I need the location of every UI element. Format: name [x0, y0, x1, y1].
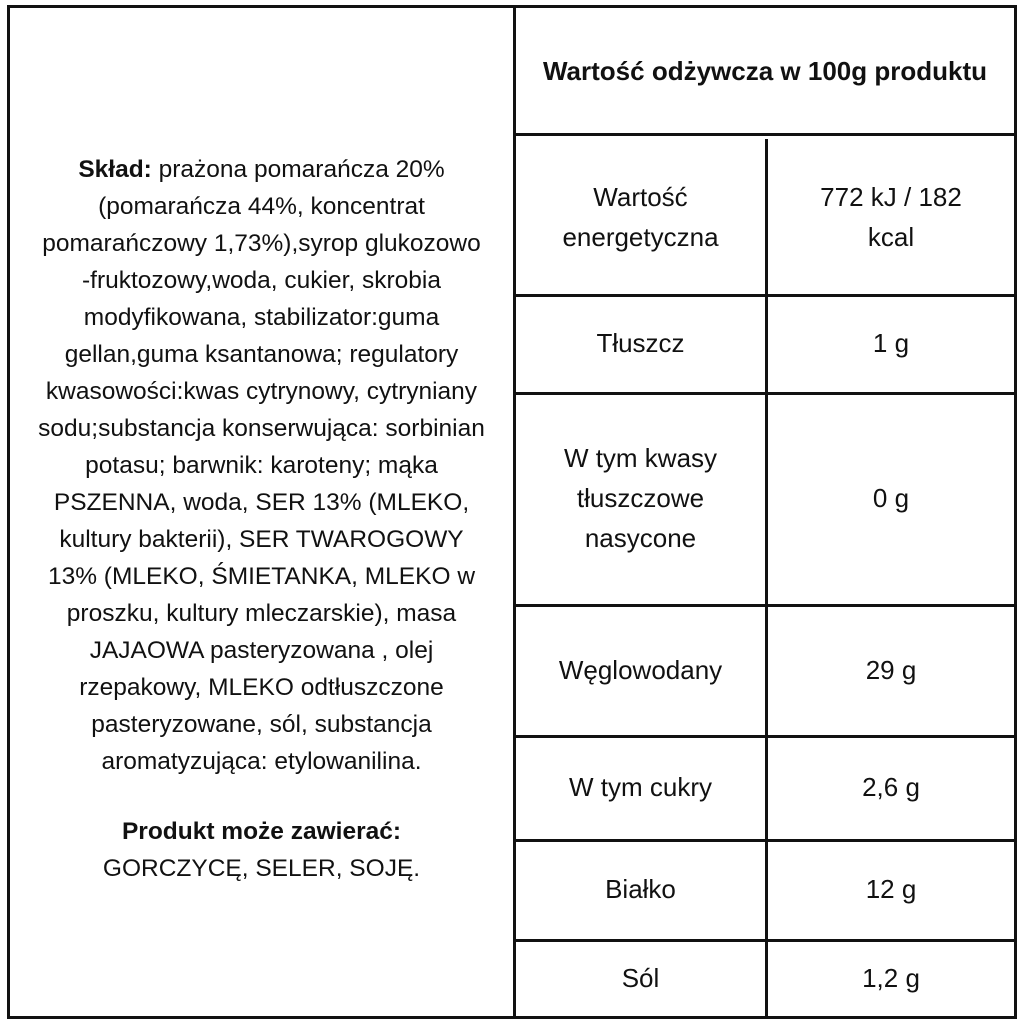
- nutrition-header: Wartość odżywcza w 100g produktu: [516, 8, 1014, 136]
- nutrition-table: [516, 8, 1014, 1016]
- nutrient-name: Tłuszcz: [516, 294, 768, 392]
- label-frame: [7, 5, 1017, 1019]
- nutrient-name: Węglowodany: [516, 604, 768, 735]
- nutrition-row-sugars: [516, 735, 1014, 842]
- nutrition-row-fat: [516, 294, 1014, 395]
- ingredients-text: [37, 151, 487, 780]
- nutrient-name: W tym cukry: [516, 735, 768, 839]
- nutrient-name: W tym kwasy tłuszczowe nasycone: [516, 392, 768, 604]
- ingredients-label: Skład:: [78, 156, 152, 183]
- nutrition-row-energy: [516, 139, 1014, 297]
- nutrient-name: Białko: [516, 839, 768, 939]
- allergens-list: GORCZYCĘ, SELER, SOJĘ.: [102, 855, 421, 882]
- nutrient-value: 29 g: [865, 654, 917, 685]
- nutrition-row-salt: [516, 939, 1014, 1016]
- nutrient-value: 1,2 g: [862, 962, 920, 993]
- ingredients-panel: [10, 8, 513, 1016]
- ingredients-list: prażona pomarańcza 20% (pomarańcza 44%, koncentrat pomarańczowy 1,73%),syrop glukozowo -fruktozowy,woda, cukier, skrobia modyfikowana, stabilizator:guma gellan,guma ksantanowa; regulatory kwasowości:kwas cytrynowy, cytryniany sodu;substancja konserwująca: sorbinian potasu; barwnik: karoteny; mąka PSZENNA, woda, SER 13% (MLEKO, kultury bakterii), SER TWAROGOWY 13% (MLEKO, ŚMIETANKA, MLEKO w proszku, kultury mleczarskie), masa JAJAOWA pasteryzowana , olej rzepakowy, MLEKO odtłuszczone pasteryzowane, sól, substancja aromatyzująca: etylowanilina.: [38, 156, 485, 775]
- nutrient-value: 0 g: [872, 483, 910, 513]
- allergens-label: Produkt może zawierać:: [121, 818, 402, 845]
- nutrient-value: 2,6 g: [862, 772, 920, 802]
- nutrient-name: Wartość energetyczna: [516, 139, 768, 294]
- nutrient-value: 772 kJ / 182 kcal: [820, 181, 962, 252]
- nutrition-row-saturated: [516, 392, 1014, 607]
- nutrient-value: 1 g: [872, 328, 910, 358]
- nutrient-value: 12 g: [865, 874, 917, 904]
- nutrient-name: Sól: [516, 939, 768, 1016]
- nutrition-row-carbs: [516, 604, 1014, 738]
- allergens-text: [37, 813, 487, 887]
- nutrition-row-protein: [516, 839, 1014, 942]
